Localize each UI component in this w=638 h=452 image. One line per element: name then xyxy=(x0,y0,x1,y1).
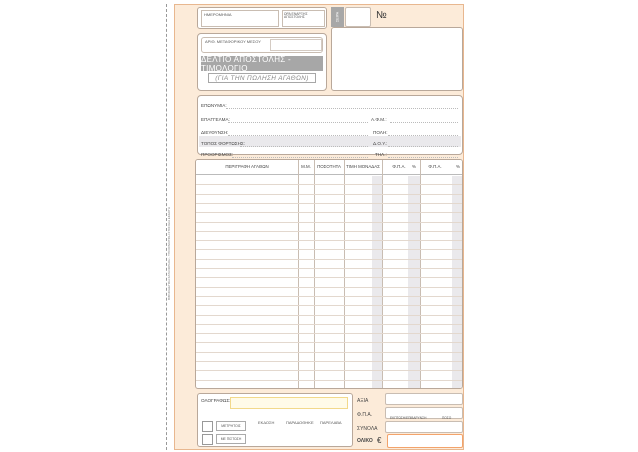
col-pct-1: % xyxy=(412,164,416,170)
vat-field[interactable] xyxy=(385,407,463,419)
table-row[interactable] xyxy=(196,333,463,334)
issuer-details-box[interactable] xyxy=(331,27,463,91)
profession-field[interactable] xyxy=(228,114,368,123)
date-field[interactable] xyxy=(201,10,279,27)
table-row[interactable] xyxy=(196,259,463,260)
table-row[interactable] xyxy=(196,370,463,371)
table-row[interactable] xyxy=(196,203,463,204)
table-row[interactable] xyxy=(196,240,463,241)
table-row[interactable] xyxy=(196,324,463,325)
series-field[interactable] xyxy=(345,7,371,27)
table-row[interactable] xyxy=(196,342,463,343)
phone-label: ΤΗΛ.: xyxy=(375,152,387,157)
invoice-form xyxy=(174,4,464,450)
tax-office-field[interactable] xyxy=(388,138,458,147)
vat-number-field[interactable] xyxy=(390,114,458,123)
amount-label: ΠΟΣΟ xyxy=(442,416,452,420)
cash-label: ΜΕΤΡΗΤΟΙΣ xyxy=(216,421,246,431)
table-row[interactable] xyxy=(196,380,463,381)
document-subtitle: (ΓΙΑ ΤΗΝ ΠΩΛΗΣΗ ΑΓΑΘΩΝ) xyxy=(208,73,316,83)
header-left-box xyxy=(197,7,327,29)
table-row[interactable] xyxy=(196,249,463,250)
table-row[interactable] xyxy=(196,305,463,306)
date-label: ΗΜΕΡΟΜΗΝΙΑ xyxy=(204,12,232,17)
in-words-label: ΟΛΟΓΡΑΦΩΣ: xyxy=(201,398,231,403)
value-field[interactable] xyxy=(385,393,463,405)
city-label: ΠΟΛΗ: xyxy=(373,130,388,135)
col-pct-2: % xyxy=(456,164,460,170)
address-label: ΔΙΕΥΘΥΝΣΗ: xyxy=(201,130,229,135)
col-description: ΠΕΡΙΓΡΑΦΗ ΑΓΑΘΩΝ xyxy=(225,164,269,170)
vat-total-label: Φ.Π.Α. xyxy=(357,412,373,418)
items-table xyxy=(195,159,463,389)
profession-label: ΕΠΑΓΓΕΛΜΑ: xyxy=(201,117,230,122)
time-label: ΩΡΑ ΕΝΑΡΞΗΣ ΑΠΟΣΤΟΛΗΣ xyxy=(284,12,308,20)
issued-label: ΕΚΔΟΣΗ xyxy=(258,420,275,425)
table-row[interactable] xyxy=(196,184,463,185)
in-words-field[interactable] xyxy=(230,397,348,409)
cash-checkbox[interactable] xyxy=(202,421,213,432)
phone-field[interactable] xyxy=(388,149,458,158)
grand-total-label: ΟΛΙΚΟ xyxy=(357,438,373,444)
col-quantity: ΠΟΣΟΤΗΤΑ xyxy=(317,164,341,170)
table-row[interactable] xyxy=(196,212,463,213)
col-vat-1: Φ.Π.Α. xyxy=(392,164,406,170)
vehicle-input[interactable] xyxy=(270,39,322,51)
table-row[interactable] xyxy=(196,231,463,232)
issuer-box xyxy=(197,33,327,91)
time-field[interactable] xyxy=(282,10,325,27)
euro-icon: € xyxy=(377,436,382,445)
customer-name-field[interactable] xyxy=(226,100,458,109)
series-badge xyxy=(331,7,344,27)
discount-label: ΕΚΠΤΩΣΗ/ΕΠΙΒΑΡΥΝΣΗ xyxy=(390,416,427,420)
credit-checkbox[interactable] xyxy=(202,434,213,445)
table-body[interactable] xyxy=(196,175,463,389)
tax-office-label: Δ.Ο.Υ.: xyxy=(373,141,388,146)
credit-label: ΜΕ ΠΙΣΤΩΣΗ xyxy=(216,434,246,444)
city-field[interactable] xyxy=(388,127,458,136)
vat-number-label: Α.Φ.Μ.: xyxy=(371,117,387,122)
table-row[interactable] xyxy=(196,315,463,316)
destination-field[interactable] xyxy=(232,149,368,158)
loading-place-label: ΤΟΠΟΣ ΦΟΡΤΩΣΗΣ: xyxy=(201,141,246,146)
vehicle-field[interactable] xyxy=(201,37,323,53)
table-row[interactable] xyxy=(196,268,463,269)
table-row[interactable] xyxy=(196,296,463,297)
table-row[interactable] xyxy=(196,194,463,195)
table-row[interactable] xyxy=(196,352,463,353)
table-row[interactable] xyxy=(196,277,463,278)
totals-labels xyxy=(353,393,383,447)
col-unit-price: ΤΙΜΗ ΜΟΝΑΔΑΣ xyxy=(346,164,380,170)
col-vat-2: Φ.Π.Α. xyxy=(428,164,442,170)
invoice-number-label: № xyxy=(376,10,387,21)
side-print-note: ΒΙΒΛΙΟΔΕΤΙΚΗ ΚΑΤΑΧΩΡΗΣΗ - ΥΠΟΧΡΕΩΤΙΚΗ ΣΤΟΙΧΕΙΑ ΕΚΔΟΤΗ xyxy=(167,206,171,300)
grand-total-field[interactable] xyxy=(387,434,463,448)
vehicle-label: ΑΡΙΘ. ΜΕΤΑΦΟΡΙΚΟΥ ΜΕΣΟΥ xyxy=(205,39,261,44)
received-label: ΠΑΡΕΛΑΒΑ xyxy=(320,420,342,425)
delivered-label: ΠΑΡΑΔΟΘΗΚΕ xyxy=(286,420,314,425)
destination-label: ΠΡΟΟΡΙΣΜΟΣ: xyxy=(201,152,234,157)
table-row[interactable] xyxy=(196,287,463,288)
value-label: ΑΞΙΑ xyxy=(357,398,369,404)
table-row[interactable] xyxy=(196,222,463,223)
document-title: ΔΕΛΤΙΟ ΑΠΟΣΤΟΛΗΣ - ΤΙΜΟΛΟΓΙΟ xyxy=(201,56,323,71)
table-row[interactable] xyxy=(196,361,463,362)
customer-name-label: ΕΠΩΝΥΜΙΑ: xyxy=(201,103,227,108)
loading-place-field[interactable] xyxy=(240,138,368,147)
address-field[interactable] xyxy=(228,127,368,136)
col-unit: Μ.Μ. xyxy=(301,164,311,170)
sum-label: ΣΥΝΟΛΑ xyxy=(357,426,378,432)
in-words-box xyxy=(197,393,353,447)
total-field[interactable] xyxy=(385,421,463,433)
series-label: ΣΕΙΡΑ xyxy=(335,11,340,23)
customer-box xyxy=(197,95,463,155)
